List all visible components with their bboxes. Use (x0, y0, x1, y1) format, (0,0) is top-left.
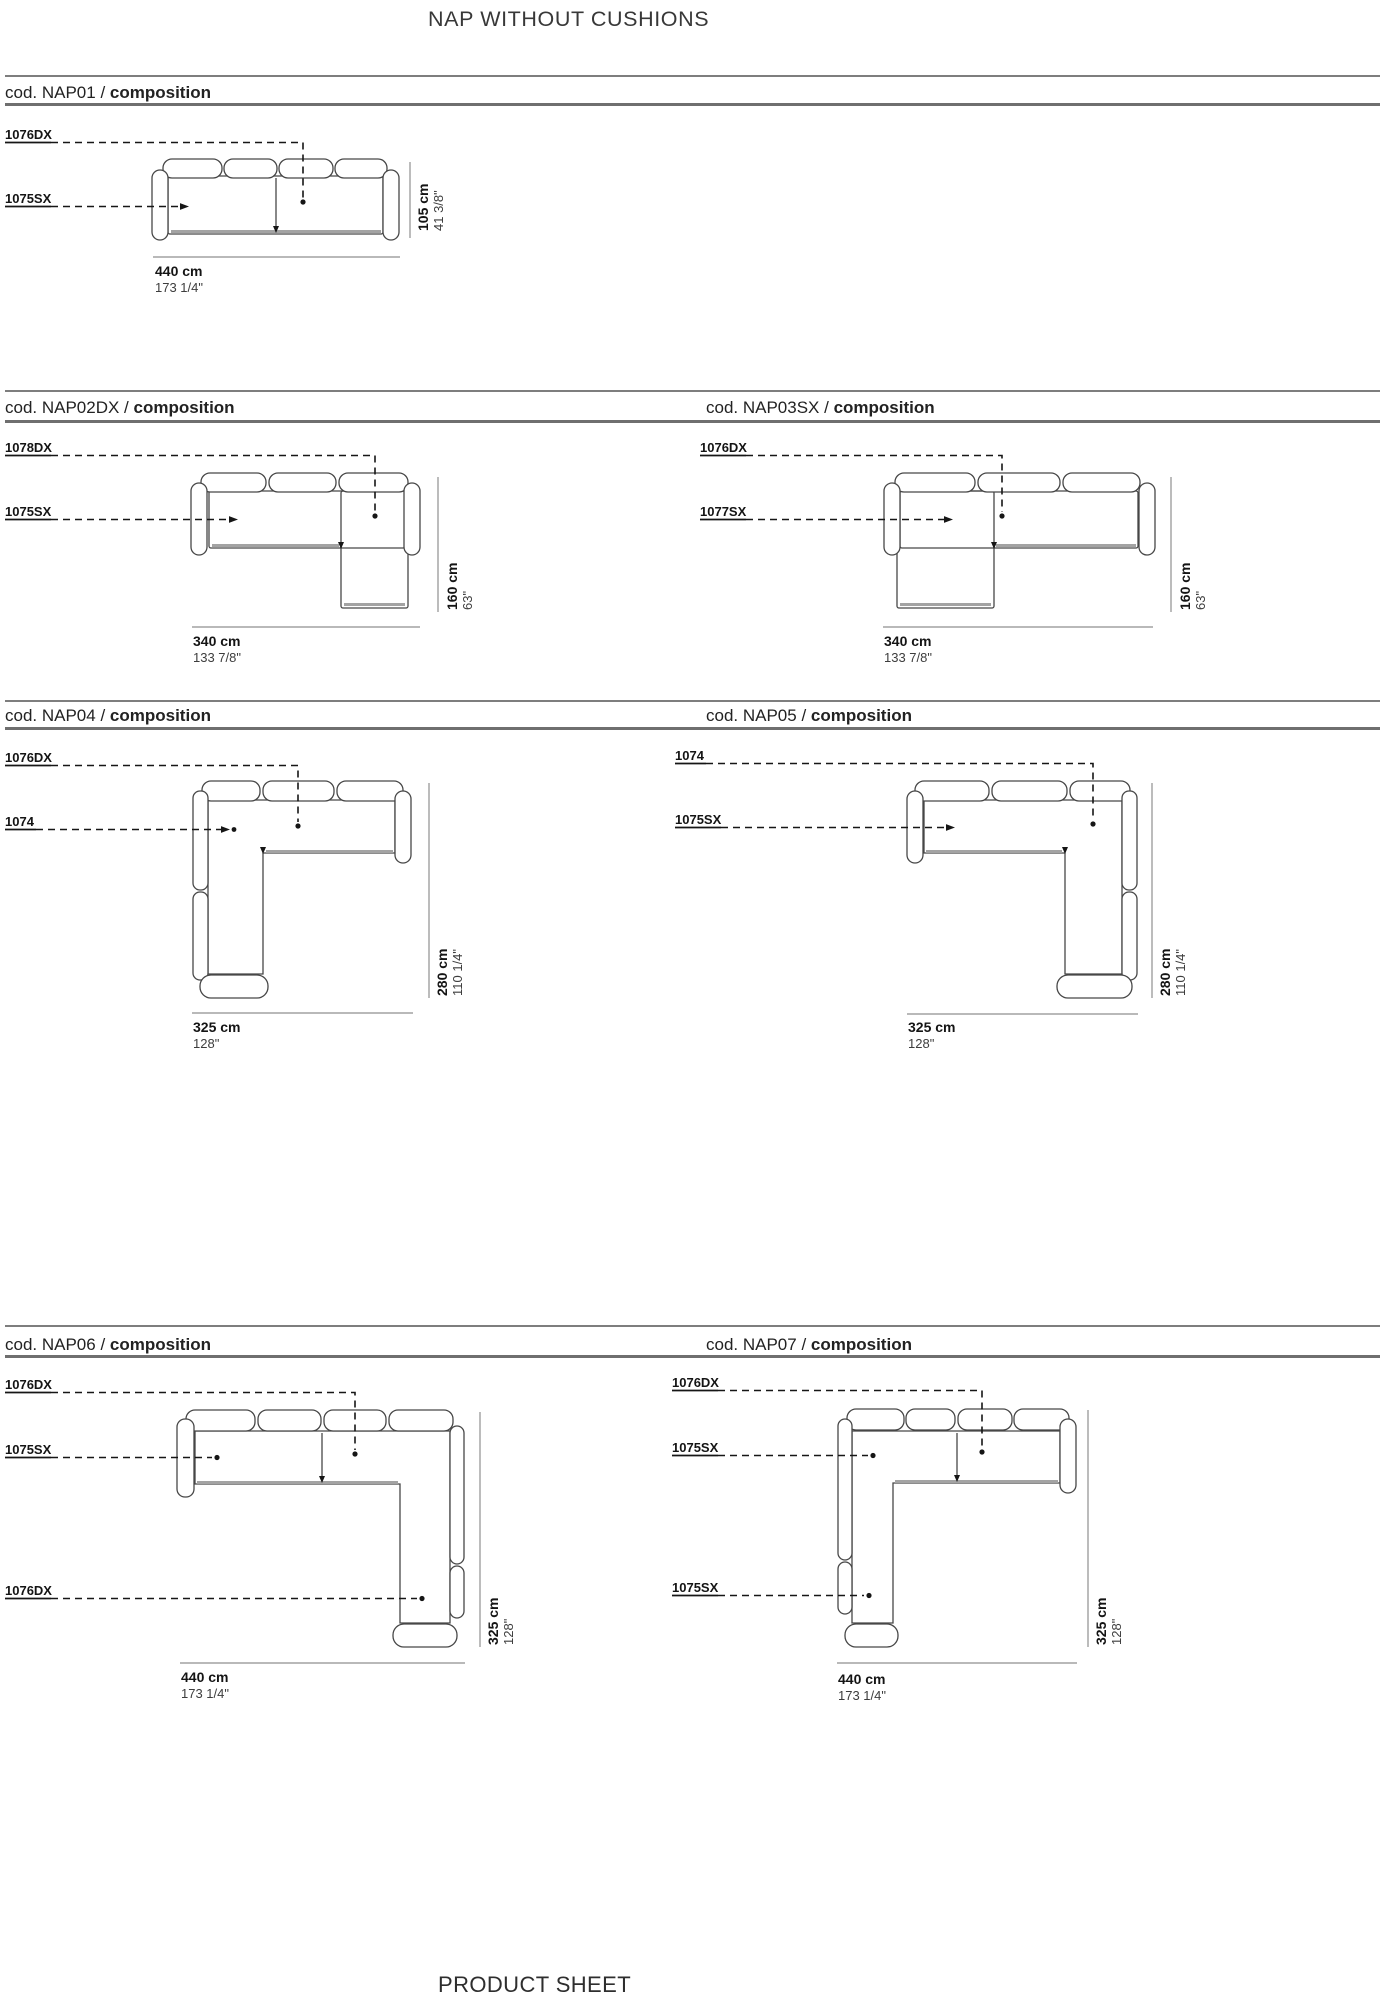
dim-depth-inch: 128" (501, 1618, 516, 1645)
dim-width-cm: 440 cm (155, 263, 203, 279)
section-type: composition (833, 398, 935, 417)
dimension-depth (1171, 477, 1208, 612)
dimension-depth (1088, 1410, 1124, 1647)
sofa-drawing (177, 1410, 464, 1647)
callout-label: 1078DX (5, 440, 52, 455)
dim-depth-cm: 280 cm (434, 948, 450, 996)
dim-depth-cm: 160 cm (444, 562, 460, 610)
page-title: NAP WITHOUT CUSHIONS (428, 7, 710, 31)
callout-label: 1076DX (700, 440, 747, 455)
dim-depth-inch: 63" (1193, 590, 1208, 610)
dim-depth-cm: 105 cm (415, 183, 431, 231)
dimension-width (837, 1663, 1077, 1703)
dimension-depth (1152, 783, 1188, 998)
dim-width-inch: 128" (908, 1036, 935, 1051)
callout-label: 1075SX (5, 1442, 52, 1457)
dim-width-inch: 173 1/4" (838, 1688, 886, 1703)
sofa-drawing (152, 159, 399, 240)
dim-depth-cm: 325 cm (1093, 1597, 1109, 1645)
diagram-nap03 (700, 440, 1208, 665)
section-type: composition (109, 1335, 211, 1354)
dim-depth-cm: 280 cm (1157, 948, 1173, 996)
diagram-nap01 (5, 127, 446, 295)
callout-label: 1075SX (5, 504, 52, 519)
section-type: composition (109, 706, 211, 725)
callout-1076dx-bottom (5, 1583, 425, 1601)
dim-depth-cm: 160 cm (1177, 562, 1193, 610)
dim-width-cm: 325 cm (908, 1019, 956, 1035)
dim-width-inch: 173 1/4" (155, 280, 203, 295)
dim-width-inch: 173 1/4" (181, 1686, 229, 1701)
callout-label: 1076DX (5, 750, 52, 765)
section-code: cod. NAP06 / (5, 1335, 106, 1354)
callout-label: 1076DX (5, 127, 52, 142)
dim-width-cm: 340 cm (193, 633, 241, 649)
dim-width-cm: 440 cm (181, 1669, 229, 1685)
dimension-depth (429, 783, 465, 998)
callout-label: 1074 (5, 814, 34, 829)
callout-label: 1077SX (700, 504, 747, 519)
dim-width-cm: 440 cm (838, 1671, 886, 1687)
dimension-depth (410, 162, 446, 238)
section-type: composition (810, 706, 912, 725)
dimension-width (192, 1013, 413, 1051)
section-code: cod. NAP03SX / (706, 398, 829, 417)
dimension-depth (438, 477, 475, 612)
section-type: composition (133, 398, 235, 417)
sofa-drawing (884, 473, 1155, 608)
dimension-width (907, 1014, 1138, 1051)
section-type: composition (109, 83, 211, 102)
section-code: cod. NAP05 / (706, 706, 807, 725)
dim-width-inch: 133 7/8" (193, 650, 241, 665)
dim-width-cm: 340 cm (884, 633, 932, 649)
section-type: composition (810, 1335, 912, 1354)
section-code: cod. NAP02DX / (5, 398, 129, 417)
callout-label: 1076DX (5, 1583, 52, 1598)
sofa-drawing (191, 473, 420, 608)
dimension-width (180, 1663, 465, 1701)
callout-1077sx (700, 504, 953, 523)
section-code: cod. NAP04 / (5, 706, 106, 725)
callout-label: 1076DX (672, 1375, 719, 1390)
dim-width-inch: 128" (193, 1036, 220, 1051)
dim-depth-inch: 128" (1109, 1618, 1124, 1645)
dimension-width (883, 627, 1153, 665)
dimension-width (192, 627, 420, 665)
page-footer: PRODUCT SHEET (438, 1972, 632, 1997)
sofa-drawing (193, 781, 411, 998)
dim-width-inch: 133 7/8" (884, 650, 932, 665)
diagram-nap06 (5, 1377, 516, 1701)
dim-depth-cm: 325 cm (485, 1597, 501, 1645)
dim-depth-inch: 110 1/4" (1173, 948, 1188, 996)
dimension-width (153, 257, 400, 295)
callout-label: 1075SX (672, 1580, 719, 1595)
diagram-nap05 (675, 748, 1188, 1051)
callout-label: 1075SX (675, 812, 722, 827)
diagram-nap07 (672, 1375, 1124, 1703)
section-code: cod. NAP01 / (5, 83, 106, 102)
dimension-depth (480, 1412, 516, 1647)
dim-depth-inch: 63" (460, 590, 475, 610)
dim-depth-inch: 110 1/4" (450, 948, 465, 996)
sofa-drawing (838, 1409, 1076, 1647)
diagram-nap04 (5, 750, 465, 1051)
callout-label: 1076DX (5, 1377, 52, 1392)
dim-depth-inch: 41 3/8" (431, 190, 446, 231)
diagram-nap02 (5, 440, 475, 665)
dim-width-cm: 325 cm (193, 1019, 241, 1035)
callout-label: 1074 (675, 748, 704, 763)
callout-label: 1075SX (5, 191, 52, 206)
section-code: cod. NAP07 / (706, 1335, 807, 1354)
sofa-drawing (907, 781, 1137, 998)
callout-label: 1075SX (672, 1440, 719, 1455)
